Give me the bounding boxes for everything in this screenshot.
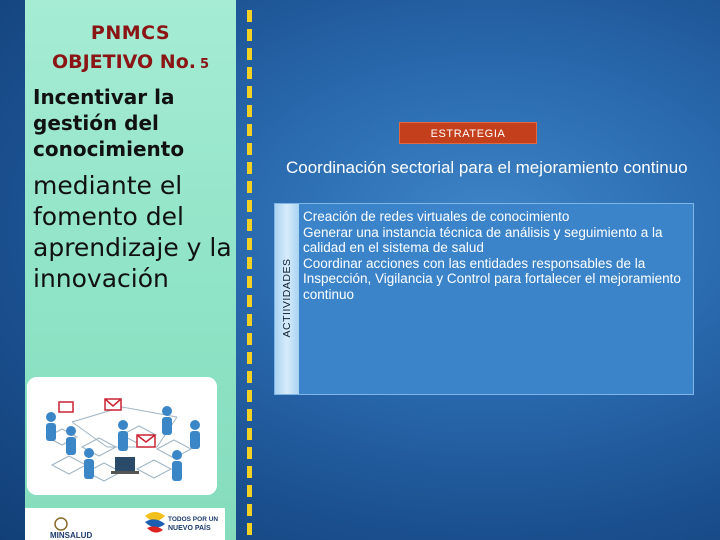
activity-item: Creación de redes virtuales de conocimiento (303, 209, 570, 224)
logo-strip (25, 508, 225, 540)
svg-text:NUEVO PAÍS: NUEVO PAÍS (168, 525, 211, 532)
activity-list (303, 209, 688, 302)
objective-number-title (25, 51, 236, 73)
strategy-text: Coordinación sectorial para el mejoramiento continuo (286, 158, 688, 177)
colombia-seal-icon (55, 518, 67, 530)
objective-number: 5 (199, 57, 210, 72)
logos-graphic (25, 508, 225, 540)
dashed-divider (247, 10, 252, 540)
network-illustration (27, 377, 217, 495)
objective-label: OBJETIVO No. (51, 51, 196, 73)
activities-tab (275, 204, 299, 394)
activity-item: Coordinar acciones con las entidades responsables de la Inspección, Vigilancia y Control para fortalecer el mejoramiento continuo (303, 255, 681, 302)
strategy-header: ESTRATEGIA (399, 122, 537, 144)
activities-box (274, 203, 694, 395)
svg-text:MINSALUD: MINSALUD (50, 531, 93, 540)
objective-text-bold: Incentivar la gestión del conocimiento (33, 85, 185, 161)
objective-text: mediante el fomento del aprendizaje y la innovación (33, 171, 232, 293)
svg-text:TODOS POR UN: TODOS POR UN (168, 516, 219, 523)
plan-title: PNMCS (90, 22, 171, 44)
activity-item: Generar una instancia técnica de análisis y seguimiento a la calidad en el sistema de salud (303, 224, 663, 255)
activities-label: ACTIIVIDADES (281, 258, 293, 338)
network-people-icon (27, 377, 217, 495)
